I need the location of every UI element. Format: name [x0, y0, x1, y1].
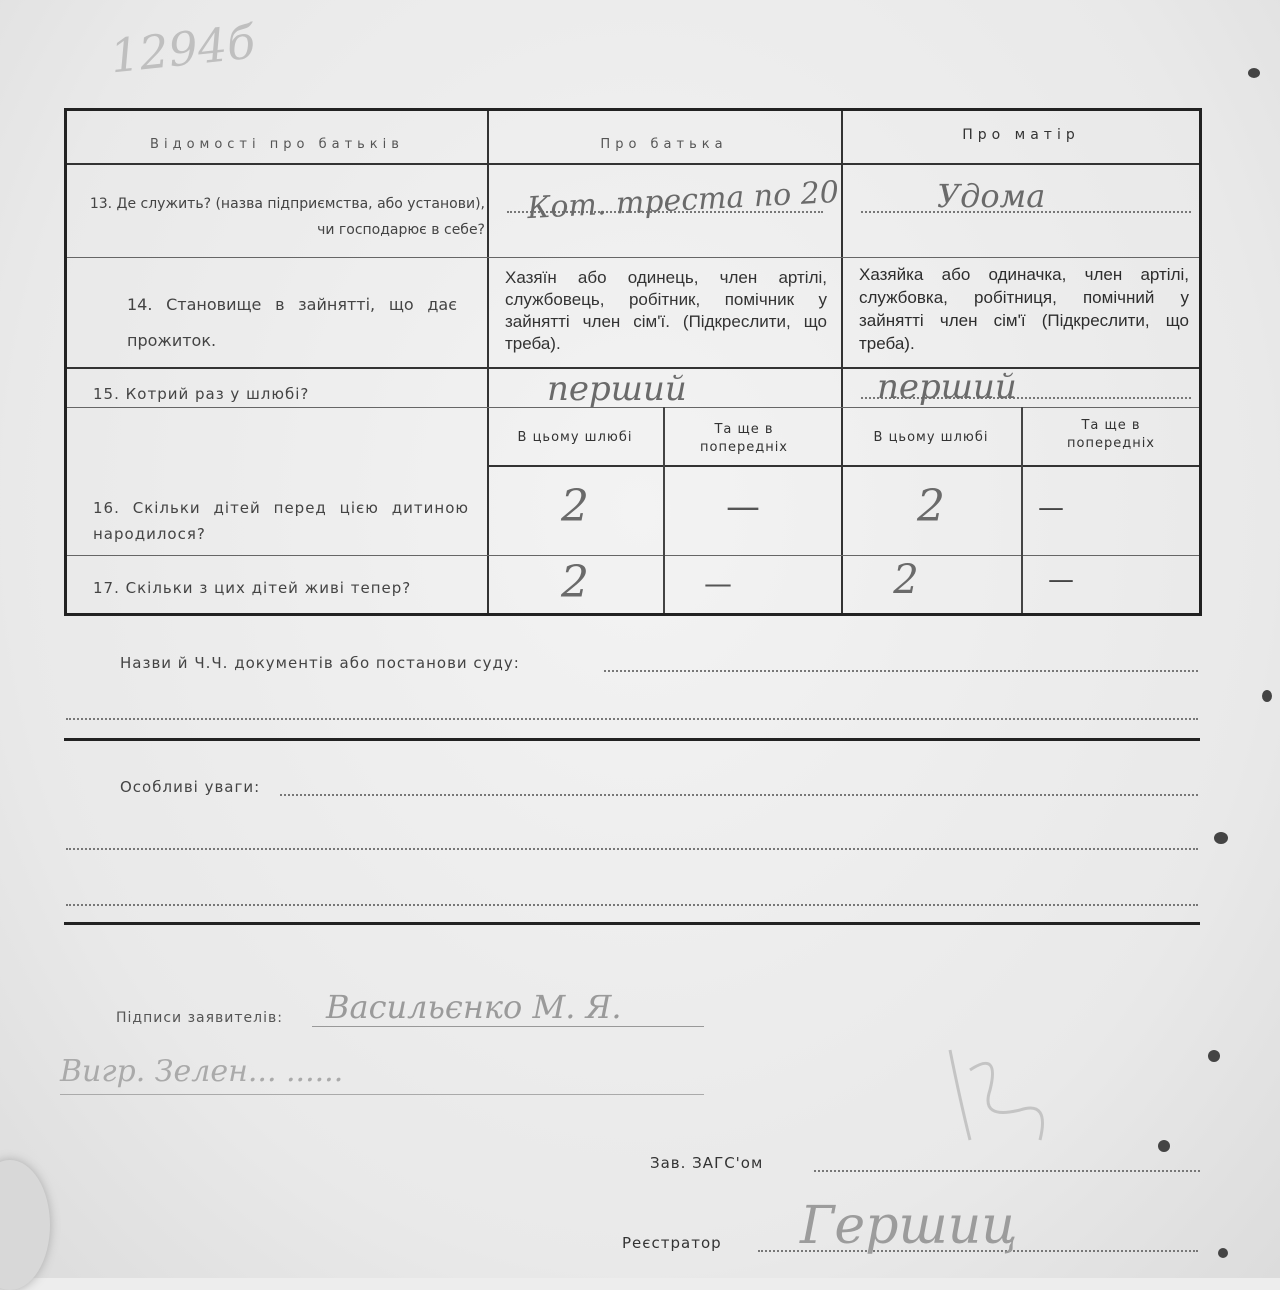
binding-hole: [1248, 68, 1260, 78]
section-divider-2: [64, 922, 1200, 925]
q16-mother-this: 2: [917, 481, 945, 532]
registrar-signature: Гершиц: [800, 1196, 1018, 1256]
q14-father-options: Хазяїн або одинець, член артілі, службовець, робітник, помічник у зайнятті член сім'ї. (Підкреслити, що треба).: [505, 268, 827, 353]
question-16-label: 16. Скільки дітей перед цією дитиною народилося?: [93, 499, 469, 543]
q13-mother-value: Удома: [937, 177, 1046, 215]
header-info: Відомості про батьків: [150, 137, 404, 152]
question-13-label: 13. Де служить? (назва підприємства, або установи), чи господарює в себе?: [89, 196, 485, 238]
q17-father-this: 2: [561, 557, 589, 608]
q17-mother-this: 2: [893, 557, 919, 603]
question-17-label: 17. Скільки з цих дітей живі тепер?: [93, 579, 412, 597]
header-father: Про батька: [600, 137, 728, 152]
q16-father-this: 2: [561, 481, 589, 532]
section-divider-1: [64, 738, 1200, 741]
q14-mother-options: Хазяйка або одиначка, член артілі, службовка, робітниця, помічний у зайнятті член сім'ї (Підкреслити, що треба).: [859, 265, 1189, 353]
q15-father-value: перший: [547, 369, 687, 409]
question-14-label: 14. Становище в зайнятті, що дає прожиток.: [127, 295, 457, 350]
q17-mother-prev: —: [1048, 565, 1074, 595]
binding-hole: [1158, 1140, 1170, 1152]
q13-father-value: Кот. треста по 20: [526, 174, 840, 227]
head-line: [814, 1170, 1200, 1172]
page-shadow: [0, 1160, 50, 1290]
signatures-label: Підписи заявителів:: [116, 1010, 283, 1026]
pencil-scrawl: [930, 1030, 1080, 1160]
remarks-line-1: [280, 794, 1198, 796]
binding-hole: [1262, 690, 1272, 702]
binding-hole: [1218, 1248, 1228, 1258]
subheader-father-previous: Та ще в попередніх: [700, 422, 788, 455]
q17-father-prev: —: [704, 567, 732, 600]
binding-hole: [1214, 832, 1228, 844]
subheader-mother-previous: Та ще в попередніх: [1067, 418, 1155, 451]
remarks-line-2: [66, 848, 1198, 850]
applicant-1-signature: Васильєнко М. Я.: [326, 988, 622, 1026]
q16-father-prev: —: [726, 487, 760, 527]
documents-label: Назви й Ч.Ч. документів або постанови суду:: [120, 654, 520, 672]
registrar-label: Реєстратор: [622, 1234, 722, 1252]
q16-mother-prev: —: [1038, 493, 1064, 523]
archive-number: 1294б: [107, 14, 258, 84]
head-label: Зав. ЗАГС'ом: [650, 1154, 764, 1172]
documents-line-2: [66, 718, 1198, 720]
subheader-father-this: В цьому шлюбі: [517, 430, 633, 445]
q15-mother-value: перший: [877, 367, 1017, 407]
remarks-line-3: [66, 904, 1198, 906]
documents-line-1: [604, 670, 1198, 672]
binding-hole: [1208, 1050, 1220, 1062]
parents-info-table: [64, 108, 1202, 616]
question-15-label: 15. Котрий раз у шлюбі?: [93, 385, 310, 403]
applicant-2-signature: Вигр. Зелен... ......: [60, 1054, 344, 1089]
subheader-mother-this: В цьому шлюбі: [873, 430, 989, 445]
header-mother: Про матір: [962, 127, 1080, 143]
remarks-label: Особливі уваги:: [120, 778, 261, 796]
